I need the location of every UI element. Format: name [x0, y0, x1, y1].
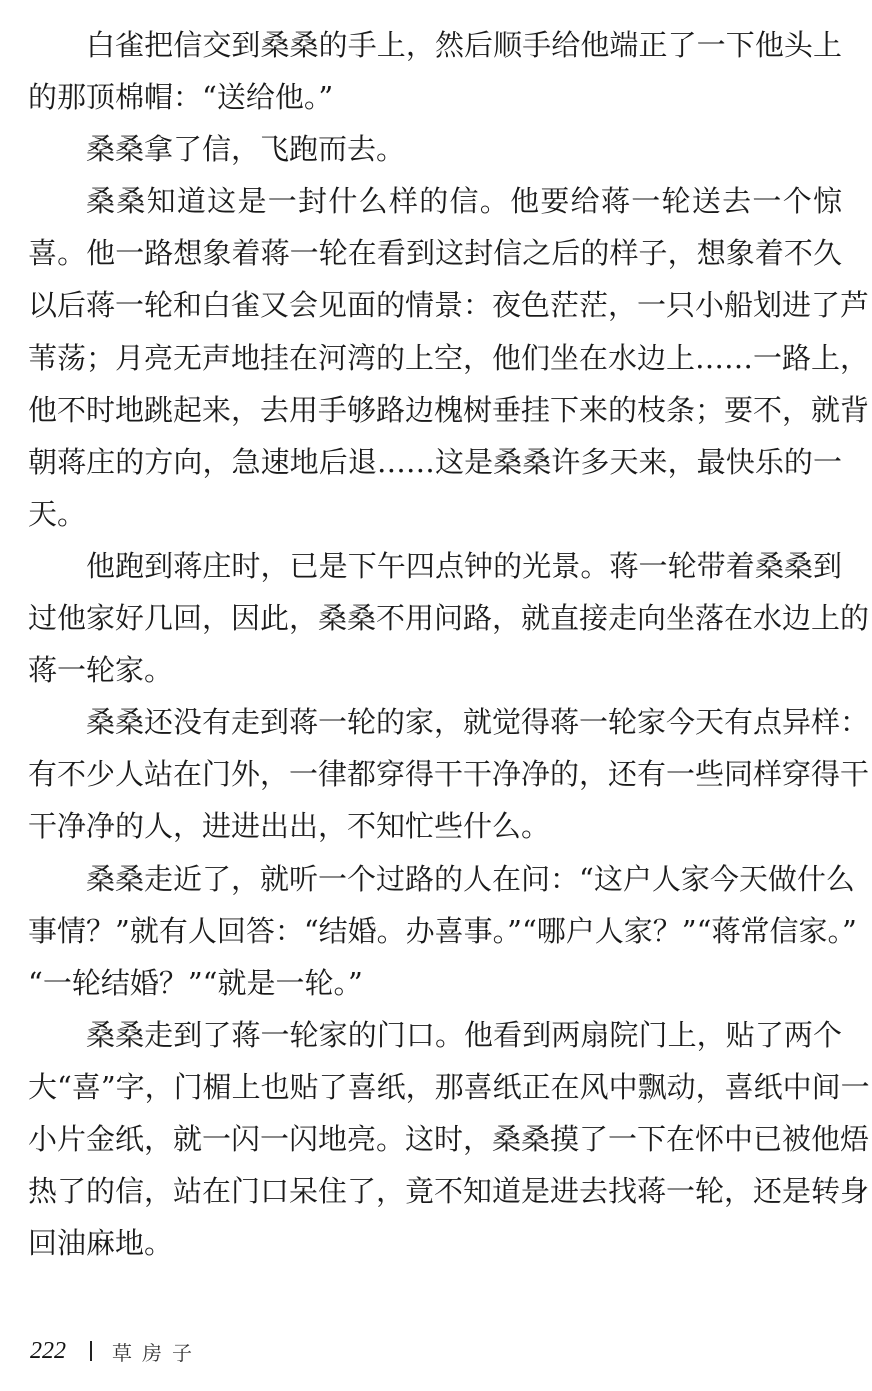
- paragraph-line: 桑桑走近了，就听一个过路的人在问：“这户人家今天做什么: [86, 861, 855, 896]
- paragraph-line: 的那顶棉帽：“送给他。”: [28, 80, 334, 115]
- paragraph-line: 以后蒋一轮和白雀又会见面的情景：夜色茫茫，一只小船划进了芦: [28, 288, 870, 323]
- paragraph-line: 小片金纸，就一闪一闪地亮。这时，桑桑摸了一下在怀中已被他焐: [28, 1121, 870, 1156]
- paragraph-line: 白雀把信交到桑桑的手上，然后顺手给他端正了一下他头上: [86, 28, 842, 62]
- footer-divider: [90, 1341, 92, 1361]
- paragraph-line: 喜。他一路想象着蒋一轮在看到这封信之后的样子，想象着不久: [28, 236, 842, 271]
- paragraph-line: 他跑到蒋庄时，已是下午四点钟的光景。蒋一轮带着桑桑到: [86, 548, 842, 583]
- paragraph-line: 朝蒋庄的方向，急速地后退……这是桑桑许多天来，最快乐的一: [28, 444, 842, 479]
- paragraph-line: “一轮结婚？”“就是一轮。”: [28, 965, 363, 1000]
- book-title: 草房子: [112, 1340, 202, 1365]
- paragraph-line: 他不时地跳起来，去用手够路边槐树垂挂下来的枝条；要不，就背: [28, 392, 870, 427]
- paragraph-line: 事情？”就有人回答：“结婚。办喜事。”“哪户人家？”“蒋常信家。”: [28, 913, 857, 948]
- paragraph-line: 热了的信，站在门口呆住了，竟不知道是进去找蒋一轮，还是转身: [28, 1174, 870, 1209]
- paragraph-line: 蒋一轮家。: [28, 653, 174, 688]
- paragraph-line: 桑桑拿了信，飞跑而去。: [86, 132, 406, 167]
- paragraph-line: 苇荡；月亮无声地挂在河湾的上空，他们坐在水边上……一路上，: [28, 340, 870, 375]
- paragraph-line: 干净净的人，进进出出，不知忙些什么。: [28, 809, 551, 844]
- paragraph-line: 过他家好几回，因此，桑桑不用问路，就直接走向坐落在水边上的: [28, 601, 870, 636]
- paragraph-line: 有不少人站在门外，一律都穿得干干净净的，还有一些同样穿得干: [28, 757, 870, 792]
- page-number: 222: [30, 1337, 66, 1364]
- paragraph-line: 桑桑走到了蒋一轮家的门口。他看到两扇院门上，贴了两个: [86, 1017, 842, 1052]
- paragraph-line: 桑桑知道这是一封什么样的信。他要给蒋一轮送去一个惊: [86, 184, 842, 219]
- paragraph-line: 回油麻地。: [28, 1226, 174, 1261]
- paragraph-line: 大“喜”字，门楣上也贴了喜纸，那喜纸正在风中飘动，喜纸中间一: [28, 1069, 870, 1104]
- paragraph-line: 天。: [28, 496, 87, 531]
- page-footer: [30, 1336, 202, 1366]
- body-text: [28, 19, 870, 1269]
- paragraph-line: 桑桑还没有走到蒋一轮的家，就觉得蒋一轮家今天有点异样：: [86, 705, 870, 740]
